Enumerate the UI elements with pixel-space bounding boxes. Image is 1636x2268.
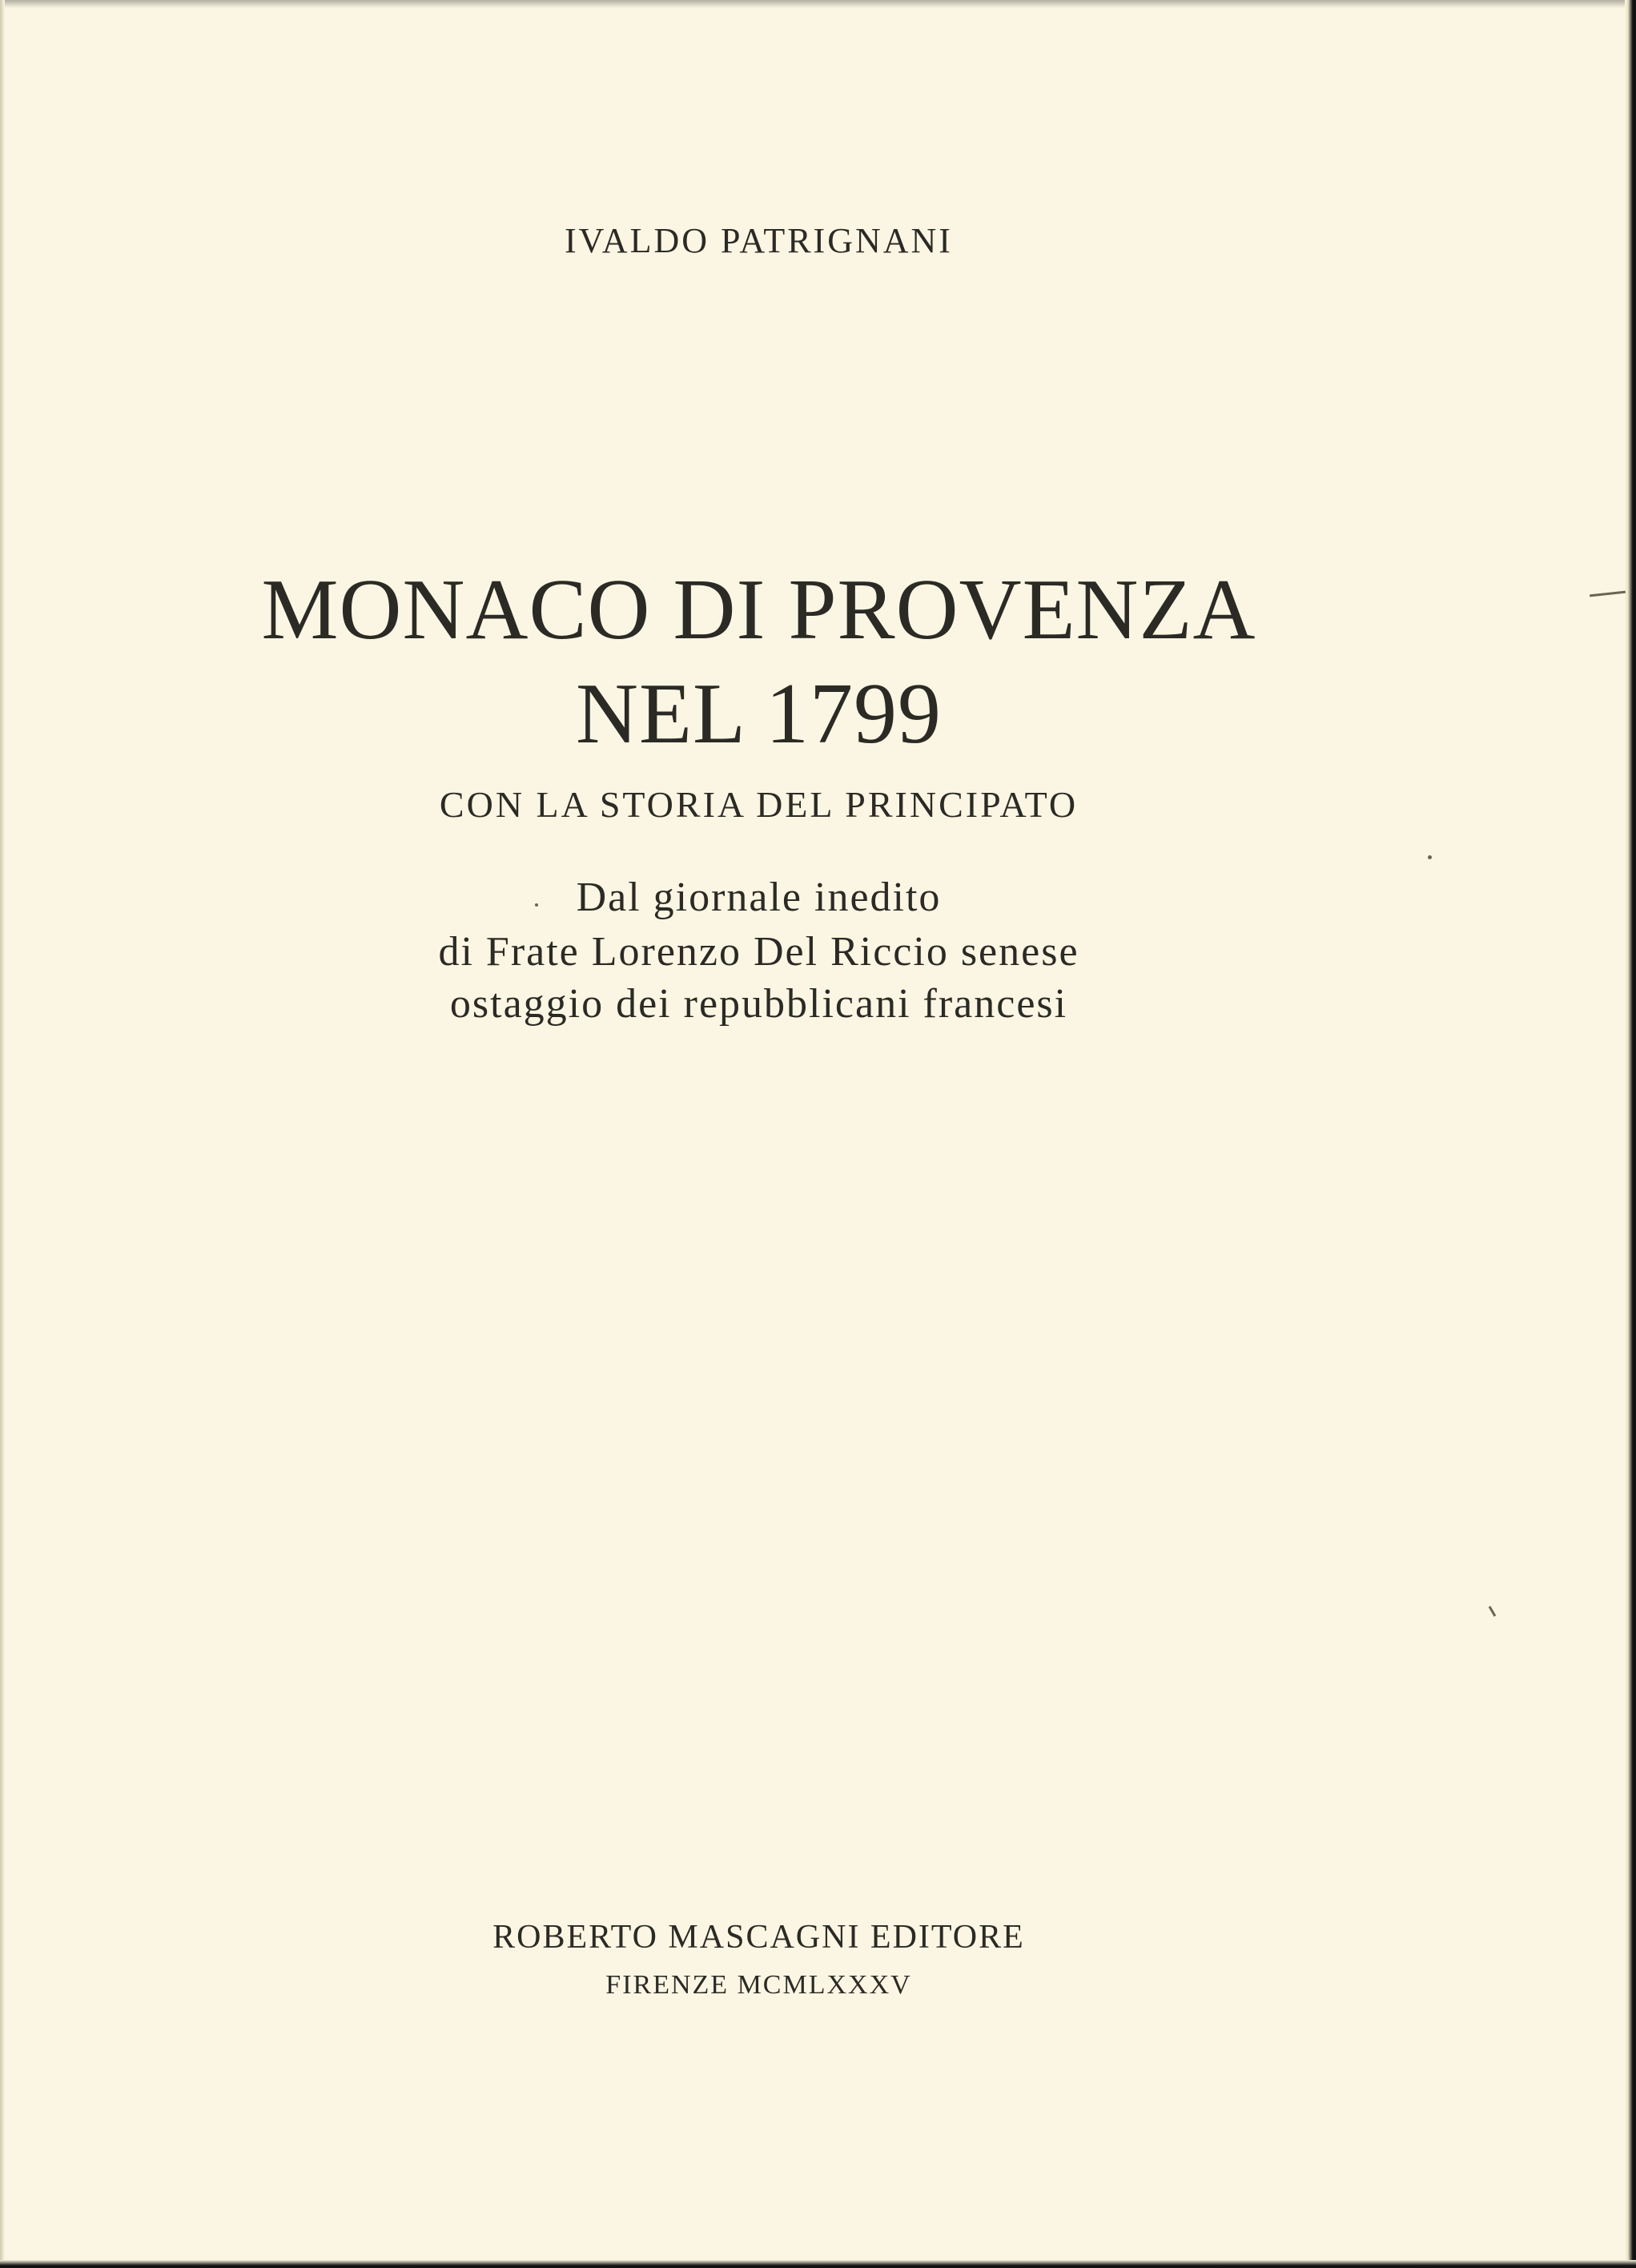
top-edge-shadow: [0, 0, 1636, 8]
description-line-2: di Frate Lorenzo Del Riccio senese: [438, 929, 1079, 975]
description-line-3: ostaggio dei repubblicani francesi: [449, 981, 1068, 1027]
right-edge-shadow: [1625, 0, 1636, 2268]
book-title-line-2: NEL 1799: [576, 666, 942, 762]
publication-place-year: FIRENZE MCMLXXXV: [605, 1970, 912, 2000]
book-title-line-1: MONACO DI PROVENZA: [261, 562, 1256, 657]
bottom-edge-shadow: [0, 2260, 1636, 2268]
publisher-name: ROBERTO MASCAGNI EDITORE: [492, 1919, 1025, 1956]
paper-mark: [1489, 1606, 1497, 1617]
description-line-1: Dal giornale inedito: [576, 875, 942, 920]
paper-mark: [1590, 591, 1626, 597]
book-subtitle: CON LA STORIA DEL PRINCIPATO: [439, 784, 1079, 825]
author-name: IVALDO PATRIGNANI: [565, 221, 953, 260]
paper-mark: [1428, 855, 1432, 859]
